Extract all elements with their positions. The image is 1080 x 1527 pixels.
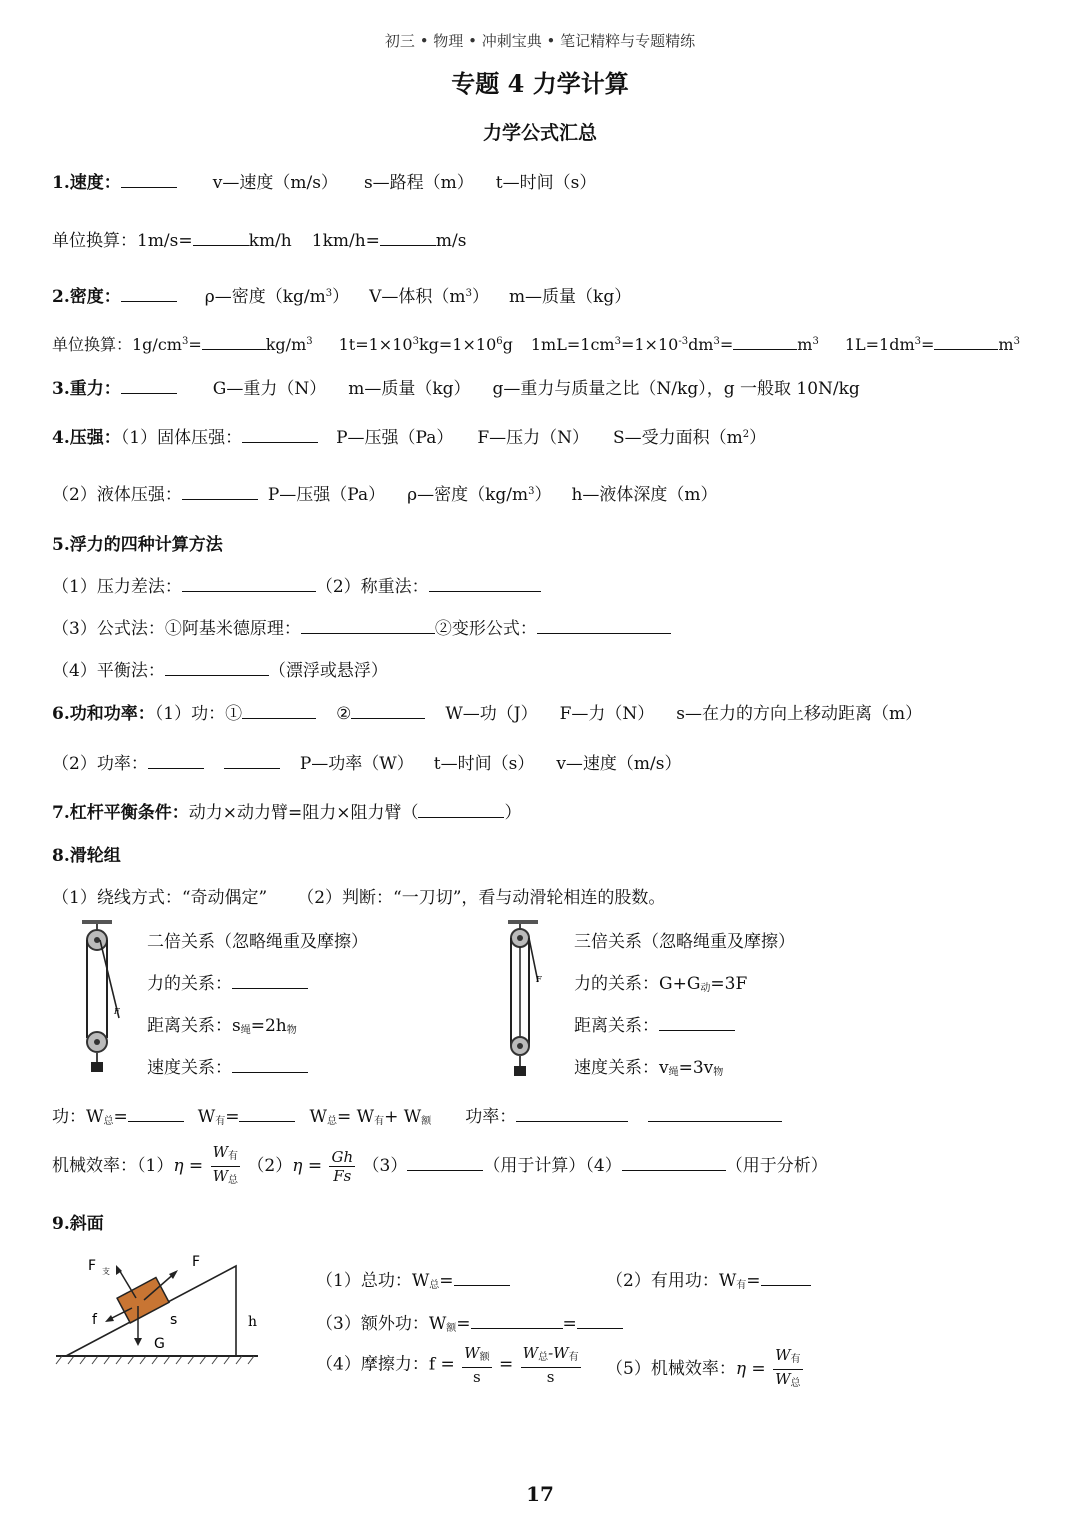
incline-diagram	[52, 1250, 262, 1372]
pull-force-label: F	[192, 1254, 201, 1270]
lever-line: 7.杠杆平衡条件：动力×动力臂=阻力×阻力臂（ ）	[52, 803, 522, 823]
speed-line: 1.速度： v—速度（m/s） s—路程（m） t—时间（s）	[52, 173, 597, 193]
pulley-2x-diagram	[74, 918, 128, 1078]
pressure-solid-line: 4.压强：（1）固体压强： P—压强（Pa） F—压力（N） S—受力面积$(m^2)$	[52, 428, 767, 448]
pulley-work-line: 功：$W_总= W_有= W_总= W_有+ W_额$ 功率：	[52, 1102, 782, 1127]
pulley-2x-distance: 距离关系：$s_绳=2h_物$	[147, 1016, 297, 1036]
pulley-3x-force: 力的关系：$G+G_动=3F$	[574, 974, 748, 994]
friction-fraction-2: $\frac{W_总-W_有}{s}$	[522, 1344, 579, 1386]
pulley-2x-force: 力的关系：	[147, 969, 308, 994]
pulley-2x-relation: 二倍关系（忽略绳重及摩擦）	[147, 932, 368, 952]
buoyancy-method-1-2: （1）压力差法： （2）称重法：	[52, 572, 541, 597]
distance-label: s	[170, 1312, 178, 1328]
pulley-2x-force-label: F	[114, 1007, 120, 1016]
pulley-2x-speed: 速度关系：	[147, 1053, 308, 1078]
buoyancy-method-3: （3）公式法：①阿基米德原理： ②变形公式：	[52, 614, 671, 639]
density-line: 2.密度： ρ—密度$(kg/m^3)$ V—体积$(m^3)$ m—质量（kg）	[52, 287, 632, 307]
efficiency-fraction-1: $\frac{W_有}{W_总}$	[212, 1143, 238, 1186]
incline-useful-work: （2）有用功：$W_有=$	[606, 1266, 811, 1291]
incline-head: 9.斜面	[52, 1214, 104, 1234]
incline-efficiency: （5）机械效率：η = $\frac{W_有}{W_总}$	[606, 1346, 805, 1393]
efficiency-fraction-2: $\frac{Gh}{Fs}$	[331, 1148, 354, 1185]
friction-label: f	[92, 1312, 97, 1328]
gravity-line: 3.重力： G—重力（N） m—质量（kg） g—重力与质量之比（N/kg），g 一般取 10N/kg	[52, 379, 860, 399]
friction-fraction-1: $\frac{W_额}{s}$	[464, 1344, 490, 1386]
gravity-label: G	[154, 1336, 165, 1352]
pulley-head: 8.滑轮组	[52, 846, 121, 866]
pulley-3x-relation: 三倍关系（忽略绳重及摩擦）	[574, 932, 795, 952]
incline-efficiency-fraction: $\frac{W_有}{W_总}$	[775, 1346, 801, 1389]
incline-extra-work: （3）额外功：$W_额=$ =	[316, 1309, 623, 1334]
normal-force-label: F	[88, 1258, 97, 1274]
page-number: 17	[526, 1482, 554, 1506]
page-title: 专题 4 力学计算	[451, 69, 629, 98]
density-conversion: 单位换算：$1g/cm^3= kg/m^3$ $1t=1\times 10^3kg=1\times 10^6g$ $1mL=1cm^3=1\times 10^{-3}dm^3= m^3$ $1L=1dm^3= m^3$	[52, 335, 1020, 354]
height-label: h	[248, 1314, 258, 1330]
pulley-rules: （1）绕线方式：“奇动偶定” （2）判断：“一刀切”，看与动滑轮相连的股数。	[52, 888, 666, 908]
buoyancy-head: 5.浮力的四种计算方法	[52, 535, 223, 555]
normal-force-sub: 支	[102, 1267, 110, 1276]
page-header: 初三 • 物理 • 冲刺宝典 • 笔记精粹与专题精练	[384, 32, 696, 50]
buoyancy-method-4: （4）平衡法： （漂浮或悬浮）	[52, 661, 388, 681]
pulley-3x-speed: 速度关系：$v_绳=3v_物$	[574, 1058, 724, 1078]
speed-conversion: 单位换算：1m/s= km/h 1km/h= m/s	[52, 231, 467, 251]
section-title: 力学公式汇总	[482, 122, 597, 144]
pressure-liquid-line: （2）液体压强： P—压强（Pa） ρ—密度$(kg/m^3)$ h—液体深度（m）	[52, 485, 718, 505]
power-line: （2）功率： P—功率（W） t—时间（s） v—速度（m/s）	[52, 754, 682, 774]
incline-friction: （4）摩擦力：f = $\frac{W_额}{s}$ = $\frac{W_总-W_有}{s}$	[316, 1344, 579, 1386]
incline-total-work: （1）总功：$W_总=$	[316, 1266, 510, 1291]
pulley-3x-distance: 距离关系：	[574, 1011, 735, 1036]
pulley-3x-force-label: F	[536, 975, 542, 984]
pulley-efficiency-line: 机械效率：（1）η = $\frac{W_有}{W_总}$ （2）η = $\frac{Gh}{Fs}$ （3） （用于计算）（4） （用于分析）	[52, 1143, 828, 1190]
pulley-3x-diagram	[500, 918, 554, 1080]
work-line: 6.功和功率：（1）功：① ② W—功（J） F—力（N） s—在力的方向上移动距离（m）	[52, 704, 923, 724]
